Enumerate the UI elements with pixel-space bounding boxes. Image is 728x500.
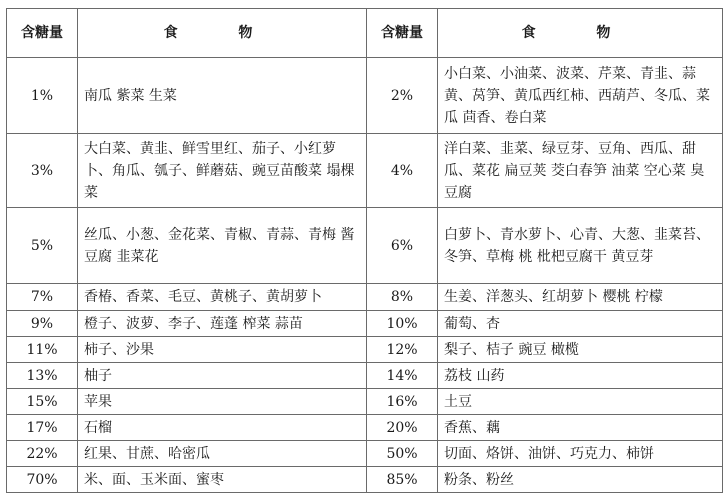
sugar-percent: 14% [367,363,438,389]
sugar-percent: 7% [7,284,78,311]
food-list: 红果、甘蔗、哈密瓜 [78,441,367,467]
sugar-percent: 5% [7,208,78,284]
sugar-percent: 70% [7,467,78,493]
food-list: 橙子、波萝、李子、莲蓬 榨菜 蒜苗 [78,311,367,337]
sugar-percent: 12% [367,337,438,363]
table-row [7,58,723,134]
sugar-percent: 22% [7,441,78,467]
food-list: 米、面、玉米面、蜜枣 [78,467,367,493]
food-list: 柚子 [78,363,367,389]
table-row [7,284,723,311]
sugar-percent: 2% [367,58,438,134]
sugar-percent: 50% [367,441,438,467]
food-list: 土豆 [438,389,723,415]
table-row [7,337,723,363]
sugar-percent: 9% [7,311,78,337]
food-list: 香椿、香菜、毛豆、黄桃子、黄胡萝卜 [78,284,367,311]
food-list: 苹果 [78,389,367,415]
sugar-percent: 17% [7,415,78,441]
table-row [7,134,723,208]
food-list: 生姜、洋葱头、红胡萝卜 樱桃 柠檬 [438,284,723,311]
sugar-percent: 4% [367,134,438,208]
header-sugar-right: 含糖量 [367,9,438,58]
food-list: 梨子、桔子 豌豆 橄榄 [438,337,723,363]
sugar-percent: 3% [7,134,78,208]
food-list: 切面、烙饼、油饼、巧克力、柿饼 [438,441,723,467]
table-row [7,415,723,441]
food-list: 石榴 [78,415,367,441]
sugar-percent: 15% [7,389,78,415]
table-row [7,467,723,493]
table-row [7,389,723,415]
header-sugar-left: 含糖量 [7,9,78,58]
sugar-percent: 85% [367,467,438,493]
sugar-percent: 6% [367,208,438,284]
food-list: 白萝卜、青水萝卜、心青、大葱、韭菜苔、冬笋、草梅 桃 枇杷豆腐干 黄豆芽 [438,208,723,284]
sugar-percent: 1% [7,58,78,134]
table-row [7,441,723,467]
sugar-percent: 11% [7,337,78,363]
food-list: 香蕉、藕 [438,415,723,441]
header-food-right: 食 物 [438,9,723,58]
food-list: 小白菜、小油菜、波菜、芹菜、青韭、蒜黄、莴笋、黄瓜西红柿、西葫芦、冬瓜、菜瓜 茴香、卷白菜 [438,58,723,134]
food-list: 柿子、沙果 [78,337,367,363]
food-list: 粉条、粉丝 [438,467,723,493]
table-row [7,311,723,337]
food-list: 南瓜 紫菜 生菜 [78,58,367,134]
sugar-percent: 8% [367,284,438,311]
sugar-percent: 20% [367,415,438,441]
food-list: 葡萄、杏 [438,311,723,337]
sugar-percent: 16% [367,389,438,415]
food-list: 荔枝 山药 [438,363,723,389]
table-row [7,208,723,284]
header-row [7,9,723,58]
food-list: 洋白菜、韭菜、绿豆芽、豆角、西瓜、甜瓜、菜花 扁豆荚 茭白春笋 油菜 空心菜 臭豆腐 [438,134,723,208]
sugar-percent: 10% [367,311,438,337]
table-row [7,363,723,389]
sugar-percent: 13% [7,363,78,389]
header-food-left: 食 物 [78,9,367,58]
sugar-content-table [6,8,723,493]
food-list: 大白菜、黄韭、鲜雪里红、茄子、小红萝卜、角瓜、瓠子、鲜蘑菇、豌豆苗酸菜 塌棵菜 [78,134,367,208]
food-list: 丝瓜、小葱、金花菜、青椒、青蒜、青梅 酱豆腐 韭菜花 [78,208,367,284]
